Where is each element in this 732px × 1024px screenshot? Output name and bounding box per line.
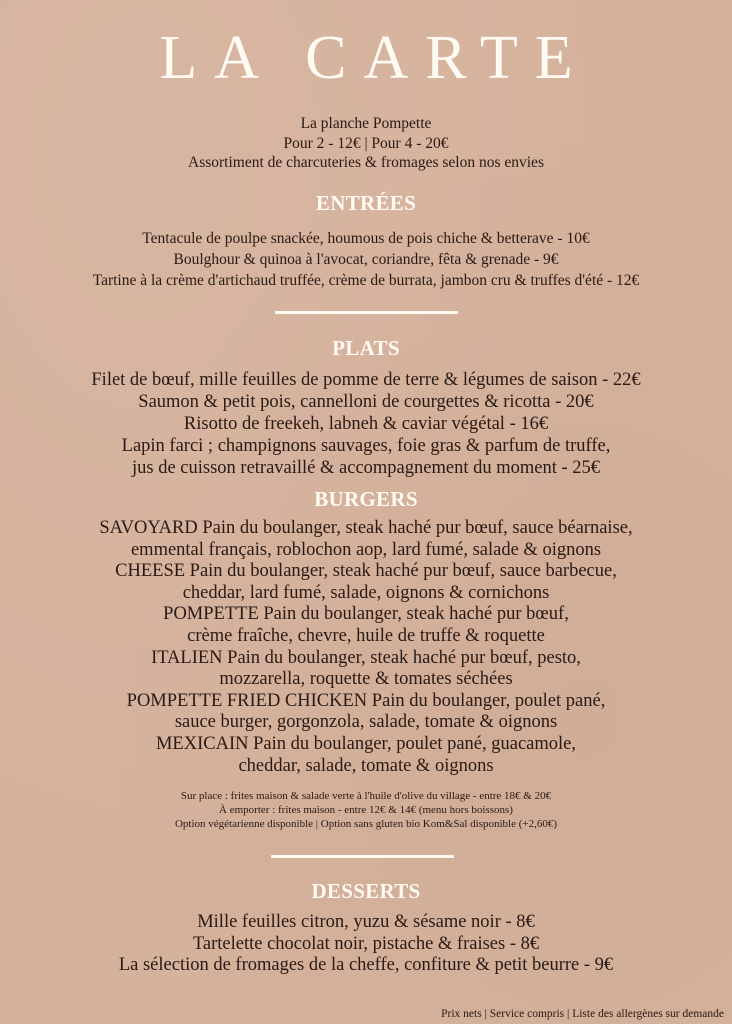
section-heading-entrees: ENTRÉES: [315, 191, 417, 215]
divider: [275, 311, 458, 314]
menu-item: CHEESE Pain du boulanger, steak haché pur bœuf, sauce barbecue,: [115, 561, 617, 582]
menu-item: mozzarella, roquette & tomates séchées: [219, 669, 513, 690]
intro-planche: [0, 114, 732, 173]
menu-item: Risotto de freekeh, labneh & caviar végétal - 16€: [183, 414, 549, 434]
menu-item: Saumon & petit pois, cannelloni de courgettes & ricotta - 20€: [138, 392, 594, 412]
menu-item: ITALIEN Pain du boulanger, steak haché pur bœuf, pesto,: [151, 647, 581, 668]
burgers-notes: [0, 789, 732, 831]
note-line: Sur place : frites maison & salade verte à l'huile d'olive du village - entre 18€ & 20€: [180, 790, 552, 802]
plats-list: [0, 369, 732, 479]
menu-item: Tentacule de poulpe snackée, houmous de pois chiche & betterave - 10€: [142, 230, 590, 247]
menu-item: MEXICAIN Pain du boulanger, poulet pané, guacamole,: [155, 733, 577, 754]
entrees-list: [0, 228, 732, 291]
menu-item: POMPETTE FRIED CHICKEN Pain du boulanger, poulet pané,: [126, 690, 606, 711]
menu-item: jus de cuisson retravaillé & accompagnement du moment - 25€: [131, 458, 601, 478]
section-heading-plats: PLATS: [332, 336, 400, 360]
menu-item: Tartelette chocolat noir, pistache & fraises - 8€: [192, 933, 540, 954]
section-heading-desserts: DESSERTS: [311, 879, 421, 903]
section-heading-burgers: BURGERS: [314, 487, 418, 511]
desserts-list: [0, 912, 732, 977]
menu-item: cheddar, lard fumé, salade, oignons & cornichons: [182, 582, 550, 603]
menu-item: cheddar, salade, tomate & oignons: [238, 755, 494, 776]
menu-item: Mille feuilles citron, yuzu & sésame noir - 8€: [197, 912, 535, 932]
menu-item: emmental français, roblochon aop, lard fumé, salade & oignons: [130, 539, 602, 560]
menu-item: crème fraîche, chevre, huile de truffe & roquette: [187, 625, 545, 646]
menu-item: Tartine à la crème d'artichaud truffée, crème de burrata, jambon cru & truffes d'été - 12€: [92, 272, 640, 289]
note-line: Option végétarienne disponible | Option sans gluten bio Kom&Sal disponible (+2,60€): [174, 818, 558, 830]
menu-item: Lapin farci ; champignons sauvages, foie gras & parfum de truffe,: [121, 436, 611, 456]
intro-line: Pour 2 - 12€ | Pour 4 - 20€: [283, 134, 449, 152]
divider: [271, 855, 454, 858]
menu-item: Filet de bœuf, mille feuilles de pomme de terre & légumes de saison - 22€: [91, 370, 641, 390]
burgers-list: [0, 518, 732, 777]
intro-line: Assortiment de charcuteries & fromages selon nos envies: [188, 154, 544, 171]
menu-item: Boulghour & quinoa à l'avocat, coriandre, fêta & grenade - 9€: [173, 251, 559, 268]
menu-item: La sélection de fromages de la cheffe, confiture & petit beurre - 9€: [118, 955, 614, 975]
footer-note: Prix nets | Service compris | Liste des allergènes sur demande: [441, 1008, 724, 1020]
menu-item: sauce burger, gorgonzola, salade, tomate & oignons: [174, 712, 558, 733]
menu-item: POMPETTE Pain du boulanger, steak haché pur bœuf,: [163, 604, 569, 625]
menu-item: SAVOYARD Pain du boulanger, steak haché pur bœuf, sauce béarnaise,: [99, 518, 633, 538]
note-line: À emporter : frites maison - entre 12€ & 14€ (menu hors boissons): [219, 804, 513, 816]
intro-line: La planche Pompette: [300, 115, 432, 132]
page-title: LA CARTE: [159, 24, 590, 92]
